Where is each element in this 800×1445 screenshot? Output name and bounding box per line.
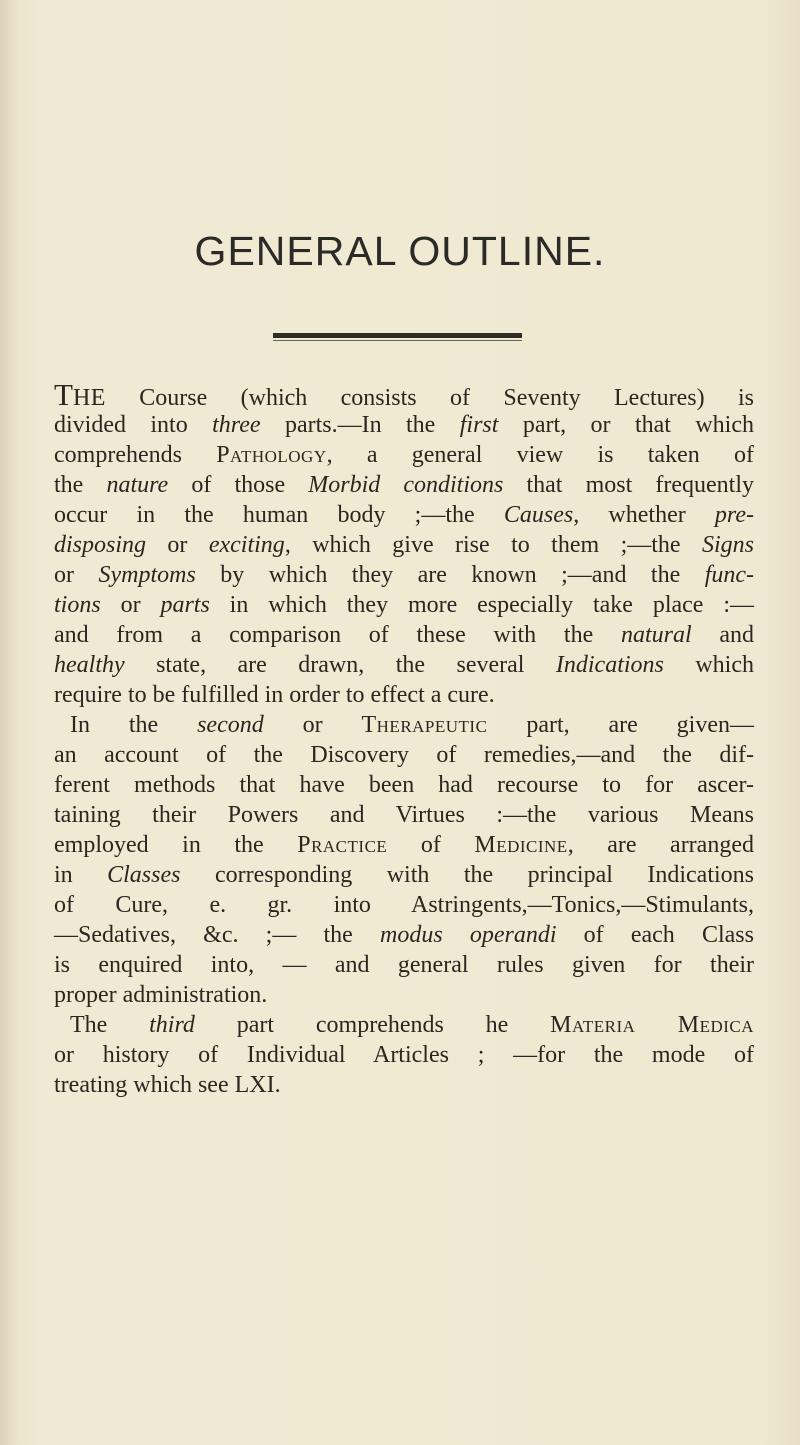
text-line: disposing or exciting, which give rise to them ;—the Signs <box>54 532 754 558</box>
text-line: divided into three parts.—In the first part, or that which <box>54 412 755 438</box>
text-line: and from a comparison of these with the natural and <box>54 622 754 648</box>
text-line: is enquired into, — and general rules given for their <box>54 952 754 978</box>
text-line: In the second or Therapeutic part, are given— <box>70 712 755 738</box>
text-line: healthy state, are drawn, the several Indications which <box>54 652 754 678</box>
text-line: proper administration. <box>54 982 268 1008</box>
text-line: employed in the Practice of Medicine, are arranged <box>54 832 754 858</box>
text-line: comprehends Pathology, a general view is taken of <box>54 442 754 468</box>
text-line: of Cure, e. gr. into Astringents,—Tonics,—Stimulants, <box>54 892 754 918</box>
text-line: or history of Individual Articles ; —for the mode of <box>54 1042 754 1068</box>
text-line: taining their Powers and Virtues :—the various Means <box>54 802 754 828</box>
page-title: GENERAL OUTLINE. <box>194 228 606 274</box>
text-line: occur in the human body ;—the Causes, whether pre- <box>54 502 755 528</box>
title-rule-thin <box>273 340 522 341</box>
text-line: THE Course (which consists of Seventy Lectures) is <box>54 377 754 412</box>
text-line: the nature of those Morbid conditions that most frequently <box>54 472 754 498</box>
text-line: or Symptoms by which they are known ;—and the func- <box>54 562 754 588</box>
text-line: treating which see LXI. <box>54 1072 281 1098</box>
text-line: tions or parts in which they more especially take place :— <box>54 592 754 618</box>
text-line: require to be fulfilled in order to effect a cure. <box>54 682 495 708</box>
text-line: in Classes corresponding with the principal Indications <box>54 862 754 888</box>
text-line: an account of the Discovery of remedies,—and the dif- <box>54 742 754 768</box>
body-text <box>54 377 755 1100</box>
text-line: The third part comprehends he Materia Medica <box>70 1012 755 1038</box>
text-line: —Sedatives, &c. ;— the modus operandi of each Class <box>54 922 754 948</box>
title-rule <box>273 333 522 338</box>
text-line: ferent methods that have been had recourse to for ascer- <box>54 772 754 798</box>
